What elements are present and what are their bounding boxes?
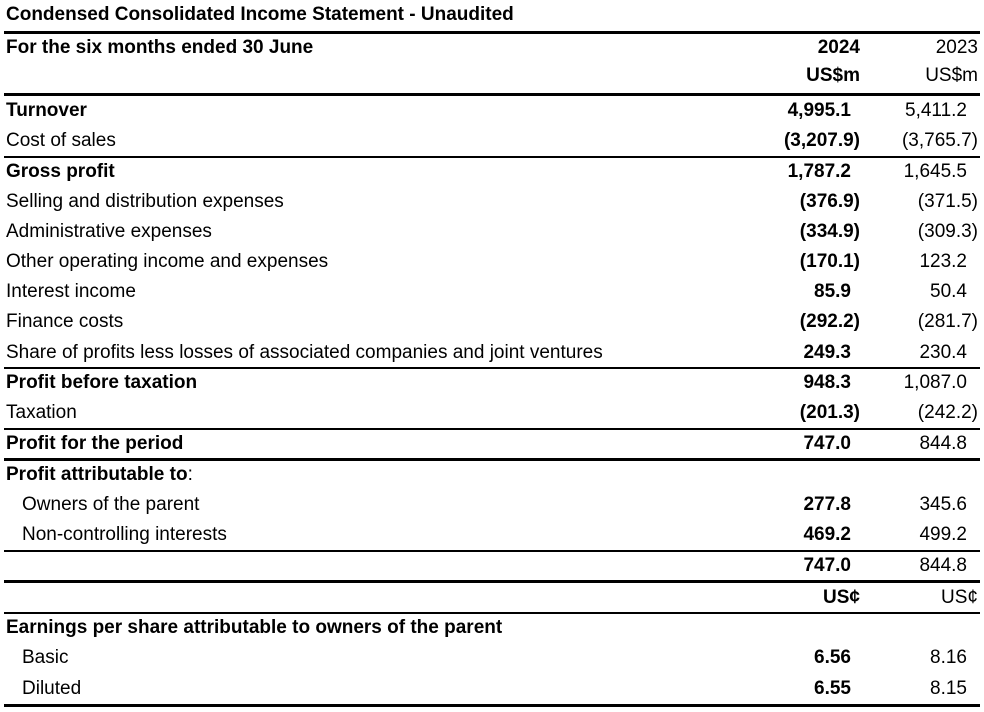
value-current: (292.2) (799, 311, 860, 332)
row-label: Non-controlling interests (22, 524, 227, 545)
attributable-heading: Profit attributable to: (6, 464, 193, 485)
row-label: Share of profits less losses of associated companies and joint ventures (6, 342, 603, 363)
value-current: 948.3 (803, 372, 851, 393)
attributable-total-row (0, 551, 984, 581)
row-label: Turnover (6, 100, 87, 121)
table-row (0, 96, 984, 126)
value-current: 277.8 (803, 494, 851, 515)
table-row (0, 398, 984, 428)
table-row (0, 277, 984, 307)
eps-heading-row (0, 613, 984, 643)
value-current: 249.3 (803, 342, 851, 363)
unit-prior: US$m (925, 65, 978, 86)
value-current: (3,207.9) (783, 130, 860, 151)
value-prior: 230.4 (919, 342, 967, 363)
row-label: Owners of the parent (22, 494, 200, 515)
unit-current: US$m (806, 65, 860, 86)
value-current: 747.0 (803, 433, 851, 454)
value-prior: 1,087.0 (903, 372, 967, 393)
value-current: 6.56 (814, 647, 851, 668)
row-label: Interest income (6, 281, 136, 302)
table-row (0, 674, 984, 704)
value-prior: 50.4 (930, 281, 967, 302)
eps-heading: Earnings per share attributable to owners of the parent (6, 617, 503, 638)
table-row (0, 429, 984, 459)
value-prior: 8.15 (930, 678, 967, 699)
table-row (0, 187, 984, 217)
table-row (0, 126, 984, 156)
table-row (0, 643, 984, 673)
row-label: Gross profit (6, 161, 115, 182)
value-current: 469.2 (803, 524, 851, 545)
statement-bottom-rule (4, 704, 980, 707)
row-label: Taxation (6, 402, 77, 423)
row-label: Profit before taxation (6, 372, 198, 393)
value-prior: 345.6 (919, 494, 967, 515)
table-row (0, 368, 984, 398)
table-row (0, 520, 984, 550)
table-row (0, 338, 984, 368)
eps-unit-current: US¢ (823, 587, 860, 608)
value-prior: (281.7) (917, 311, 978, 332)
value-current: 4,995.1 (787, 100, 851, 121)
header-row-units (0, 61, 984, 91)
table-row (0, 490, 984, 520)
attributable-heading-row (0, 460, 984, 490)
row-label: Cost of sales (6, 130, 116, 151)
value-prior: (371.5) (917, 191, 978, 212)
row-label: Finance costs (6, 311, 124, 332)
row-label: Other operating income and expenses (6, 251, 329, 272)
row-label: Selling and distribution expenses (6, 191, 284, 212)
value-prior: (242.2) (917, 402, 978, 423)
table-row (0, 157, 984, 187)
value-current: 85.9 (814, 281, 851, 302)
year-current: 2024 (817, 37, 860, 58)
row-label: Administrative expenses (6, 221, 212, 242)
value-current: (201.3) (799, 402, 860, 423)
value-current: 1,787.2 (787, 161, 851, 182)
year-prior: 2023 (935, 37, 978, 58)
value-prior: 499.2 (919, 524, 967, 545)
table-row (0, 217, 984, 247)
value-prior: 1,645.5 (903, 161, 967, 182)
value-current: (334.9) (799, 221, 860, 242)
value-current: (376.9) (799, 191, 860, 212)
eps-unit-row (0, 583, 984, 613)
total-prior: 844.8 (919, 555, 967, 576)
value-current: (170.1) (799, 251, 860, 272)
value-prior: 5,411.2 (905, 100, 967, 121)
header-row-years (0, 33, 984, 63)
table-row (0, 247, 984, 277)
row-label: Basic (22, 647, 69, 668)
value-prior: 844.8 (919, 433, 967, 454)
table-row (0, 307, 984, 337)
total-current: 747.0 (803, 555, 851, 576)
row-label: Profit for the period (6, 433, 184, 454)
value-prior: 123.2 (919, 251, 967, 272)
eps-unit-prior: US¢ (941, 587, 978, 608)
value-current: 6.55 (814, 678, 851, 699)
row-label: Diluted (22, 678, 82, 699)
statement-title: Condensed Consolidated Income Statement - Unaudited (6, 4, 514, 25)
value-prior: (309.3) (917, 221, 978, 242)
value-prior: (3,765.7) (901, 130, 978, 151)
value-prior: 8.16 (930, 647, 967, 668)
period-label: For the six months ended 30 June (6, 37, 314, 58)
